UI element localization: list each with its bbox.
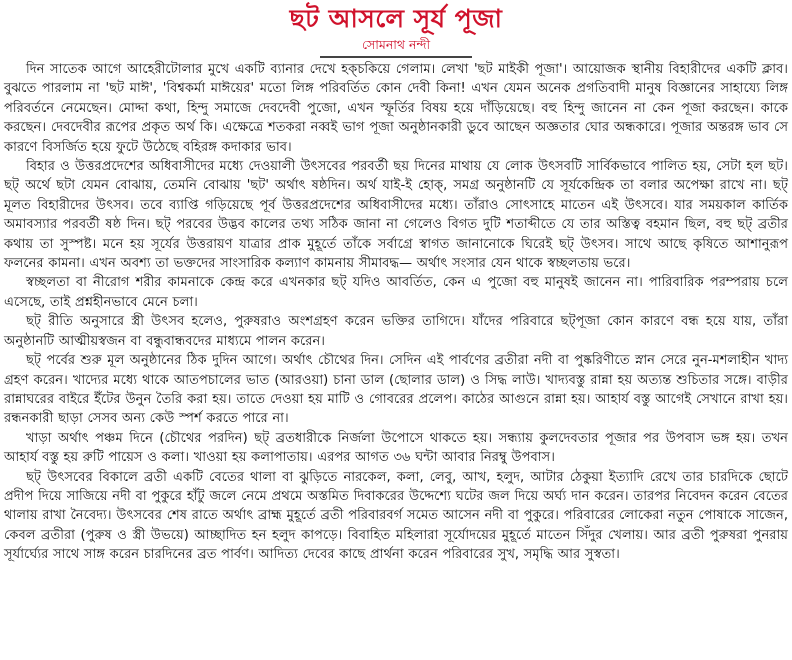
article-paragraph-7: ছট্ উৎসবের বিকালে ব্রতী একটি বেতের থালা বা ঝুড়িতে নারকেল, কলা, লেবু, আখ, হলুদ, আটার ঠেকুয়া ইত্যাদি রেখে তার চারদিকে ছোটে প্রদীপ দিয়ে সাজিয়ে নদী বা পুকুরে হাঁটু জলে নেমে প্রথমে অস্তমিত দিবাকরের উদ্দেশ্যে ঘটের জল দিয়ে অর্ঘ্য দান করেন। তারপর নিবেদন করেন বেতের থালায় রাখা নৈবেদ্য। উৎসবের শেষ রাতে অর্থাৎ ব্রাহ্ম মুহূর্তে ব্রতী পরিবারবর্গ সমেত আসেন নদী বা পুকুরে। পরিবারের লোকেরা নতুন পোষাকে সাজেন, কেবল ব্রতীরা (পুরুষ ও স্ত্রী উভয়ে) আচ্ছাদিত হন হলুদ কাপড়ে। বিবাহিত মহিলারা সূর্যোদয়ের মুহূর্তে মাতেন সিঁদুর খেলায়। আর ব্রতী পুরুষরা পুনরায় সূর্যার্ঘ্যের সাথে সাঙ্গ করেন চারদিনের ব্রত পার্বণ। আদিত্য দেবের কাছে প্রার্থনা করেন পরিবারের সুখ, সমৃদ্ধি আর সুস্বতা। [4,469,788,563]
article-title: ছট আসলে সূর্য পূজা [289,4,503,33]
article-paragraph-6: খাড়া অর্থাৎ পঞ্চম দিনে (চৌথের পরদিন) ছট্ ব্রতধারীকে নির্জলা উপোসে থাকতে হয়। সন্ধ্যায় কুলদেবতার পূজার পর উপবাস ভঙ্গ হয়। তখন আহার্য বস্তু হয় রুটি পায়েস ও কলা। খাওয়া হয় কলাপাতায়। এরপর আগত ৩৬ ঘন্টা আবার নিরম্বু উপবাস। [4,430,788,466]
article-paragraph-3: স্বচ্ছলতা বা নীরোগ শরীর কামনাকে কেন্দ্র করে এখনকার ছট্ যদিও আবর্তিত, কেন এ পুজো বহু মানুষই জানেন না। পারিবারিক পরম্পরায় চলে এসেছে, তাই প্রশ্নহীনভাবে মেনে চলা। [4,275,788,310]
article-paragraph-5: ছট্ পর্বের শুরু মূল অনুষ্ঠানের ঠিক দুদিন আগে। অর্থাৎ চৌথের দিন। সেদিন এই পার্বণের ব্রতীরা নদী বা পুষ্করিণীতে স্নান সেরে নুন-মশলাহীন খাদ্য গ্রহণ করেন। খাদ্যের মধ্যে থাকে আতপচালের ভাত (আরওয়া) চানা ডাল (ছোলার ডাল) ও সিদ্ধ লাউ। খাদ্যবস্তু রান্না হয় অত্যন্ত শুচিতার সঙ্গে। বাড়ীর রান্নাঘরের বাইরে ইঁটের উনুন তৈরি করা হয়। তাতে দেওয়া হয় মাটি ও গোবরের প্রলেপ। কাঠের আগুনে রান্না হয়। আহার্য বস্তু আগেই সেখানে রাখা হয়। রন্ধনকারী ছাড়া সেসব অন্য কেউ স্পর্শ করতে পারে না। [4,353,788,427]
article-paragraph-2: বিহার ও উত্তরপ্রদেশের অধিবাসীদের মধ্যে দেওয়ালী উৎসবের পরবর্তী ছয় দিনের মাথায় যে লোক উৎসবটি সার্বিকভাবে পালিত হয়, সেটা হল ছট। ছট্ অর্থে ছটা যেমন বোঝায়, তেমনি বোঝায় 'ছট' অর্থাৎ ষষ্ঠদিন। অর্থ যাই-ই হোক্, সমগ্র অনুষ্ঠানটি যে সূর্যকেন্দ্রিক তা বলার অপেক্ষা রাখে না। ছট্ মূলত বিহারীদের উৎসব। তবে ব্যাপ্তি গড়িয়েছে পূর্ব উত্তরপ্রদেশের অধিবাসীদের মধ্যে। তাঁরাও সোৎসাহে মাতেন এই উৎসবে। যার সময়কাল কার্তিক অমাবস্যার পরবর্তী ষষ্ঠ দিন। ছট্ পরবের উদ্ভব কালের তথ্য সঠিক জানা না গেলেও বিগত দুটি শতাব্দীতে যে তার অস্তিত্ব বহমান ছিল, বহু ছট্ ব্রতীর কথায় তা সুস্পষ্ট। মনে হয় সূর্যের উত্তরায়ণ যাত্রার প্রাক মুহূর্তে তাঁকে সর্বাগ্রে স্বাগত জানানোকে ঘিরেই ছট্ উৎসব। সাথে আছে কৃষিতে আশানুরূপ ফলনের কামনা। এখন অবশ্য তা ভক্তদের সাংসারিক কল্যাণ কামনায় সীমাবদ্ধ— অর্থাৎ সংসার যেন থাকে স্বচ্ছলতায় ভরে। [4,159,788,272]
article-paragraph-1: দিন সাতেক আগে আহেরীটোলার মুখে একটি ব্যানার দেখে হক্চকিয়ে গেলাম। লেখা 'ছট মাইকী পূজা'। আয়োজক স্থানীয় বিহারীদের একটি ক্লাব। বুঝতে পারলাম না 'ছট মাঈ', 'বিশ্বকর্মা মাঈয়ের' মতো লিঙ্গ পরিবর্তিত কোন দেবী কিনা! এখন যেমন অনেক প্রগতিবাদী মানুষ বিজ্ঞানের সাহায্যে লিঙ্গ পরিবর্তনে নেমেছেন। মোদ্দা কথা, হিন্দু সমাজে দেবদেবী পুজো, এখন স্ফূর্তির বিষয় হয়ে দাঁড়িয়েছে। বহু হিন্দু জানেন না কেন পূজা করছেন। কাকে করছেন। দেবদেবীর রূপের প্রকৃত অর্থ কি। এক্ষেত্রে শতকরা নব্বই ভাগ পূজা অনুষ্ঠানকারী ডুবে আছেন অজ্ঞতার ঘোর অন্ধকারে। পূজার অন্তরঙ্গ ভাব সে কারণে বিসর্জিত হয়ে ফুটে উঠেছে বহিরঙ্গ কদাকার ভাব। [4,62,788,155]
article-author: সোমনাথ নন্দী [361,37,431,52]
article-paragraph-4: ছট্ রীতি অনুসারে স্ত্রী উৎসব হলেও, পুরুষরাও অংশগ্রহণ করেন ভক্তির তাগিদে। যাঁদের পরিবারে ছট্পূজা কোন কারণে বন্ধ হয়ে যায়, তাঁরা অনুষ্ঠানটি আত্মীয়স্বজন বা বন্ধুবান্ধবদের মাধ্যমে পালন করেন। [4,314,788,349]
title-divider [320,56,472,58]
